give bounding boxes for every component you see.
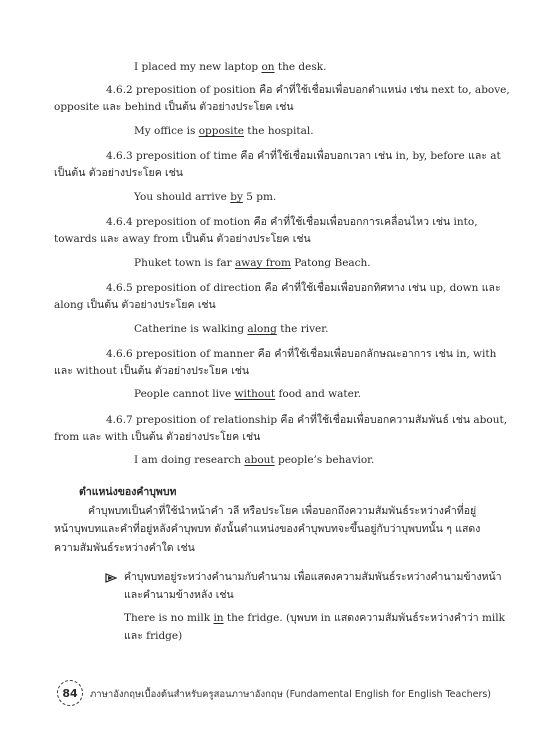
arrow-bullet-icon xyxy=(105,573,117,583)
section-heading: ตำแหน่งของคำบุพบท xyxy=(79,486,177,498)
example-sentence-6: People cannot live without food and water. xyxy=(134,388,362,400)
page-number: 84 xyxy=(62,686,78,700)
example-sentence-7: I am doing research about people’s behavior. xyxy=(134,454,375,466)
bullet-line-2: และคำนามข้างหลัง เช่น xyxy=(124,589,234,601)
section-4-6-7-line-1: 4.6.7 preposition of relationship คือ คำที่ใช้เชื่อมเพื่อบอกความสัมพันธ์ เช่น about, xyxy=(106,414,508,426)
footer-book-title: ภาษาอังกฤษเบื้องต้นสำหรับครูสอนภาษาอังกฤษ (Fundamental English for English Teachers) xyxy=(90,689,491,700)
example-sentence-5: Catherine is walking along the river. xyxy=(134,323,329,335)
section-4-6-2-line-2: opposite และ behind เป็นต้น ตัวอย่างประโยค เช่น xyxy=(54,101,294,113)
section-4-6-6-line-2: และ without เป็นต้น ตัวอย่างประโยค เช่น xyxy=(54,365,250,377)
section-4-6-6-line-1: 4.6.6 preposition of manner คือ คำที่ใช้เชื่อมเพื่อบอกลักษณะอาการ เช่น in, with xyxy=(106,348,497,360)
paragraph-line-1: คำบุพบทเป็นคำที่ใช้นำหน้าคำ วลี หรือประโยค เพื่อบอกถึงความสัมพันธ์ระหว่างคำที่อยู่ xyxy=(88,505,477,517)
section-4-6-4-line-1: 4.6.4 preposition of motion คือ คำที่ใช้เชื่อมเพื่อบอกการเคลื่อนไหว เช่น into, xyxy=(106,216,478,228)
section-4-6-4-line-2: towards และ away from เป็นต้น ตัวอย่างประโยค เช่น xyxy=(54,233,311,245)
paragraph-line-3: ความสัมพันธ์ระหว่างคำใด เช่น xyxy=(54,542,195,554)
example-sentence-8-line-2: และ fridge) xyxy=(124,630,183,642)
section-4-6-2-line-1: 4.6.2 preposition of position คือ คำที่ใช้เชื่อมเพื่อบอกตำแหน่ง เช่น next to, above, xyxy=(106,84,510,96)
section-4-6-5-line-1: 4.6.5 preposition of direction คือ คำที่ใช้เชื่อมเพื่อบอกทิศทาง เช่น up, down และ xyxy=(106,282,501,294)
example-sentence-3: You should arrive by 5 pm. xyxy=(134,191,277,203)
example-sentence-2: My office is opposite the hospital. xyxy=(134,125,314,137)
section-4-6-3-line-2: เป็นต้น ตัวอย่างประโยค เช่น xyxy=(54,167,183,179)
example-sentence-4: Phuket town is far away from Patong Beach. xyxy=(134,257,371,269)
bullet-line-1: คำบุพบทอยู่ระหว่างคำนามกับคำนาม เพื่อแสดงความสัมพันธ์ระหว่างคำนามข้างหน้า xyxy=(124,571,502,583)
paragraph-line-2: หน้าบุพบทและคำที่อยู่หลังคำบุพบท ดังนั้นตำแหน่งของคำบุพบทจะขึ้นอยู่กับว่าบุพบทนั้น ๆ แสดง xyxy=(54,523,481,535)
page-number-badge xyxy=(57,680,83,706)
section-4-6-3-line-1: 4.6.3 preposition of time คือ คำที่ใช้เชื่อมเพื่อบอกเวลา เช่น in, by, before และ at xyxy=(106,150,501,162)
example-sentence-8: There is no milk in the fridge. (บุพบท in แสดงความสัมพันธ์ระหว่างคำว่า milk xyxy=(124,612,505,624)
section-4-6-5-line-2: along เป็นต้น ตัวอย่างประโยค เช่น xyxy=(54,299,216,311)
section-4-6-7-line-2: from และ with เป็นต้น ตัวอย่างประโยค เช่น xyxy=(54,431,261,443)
example-sentence-1: I placed my new laptop on the desk. xyxy=(134,61,327,73)
